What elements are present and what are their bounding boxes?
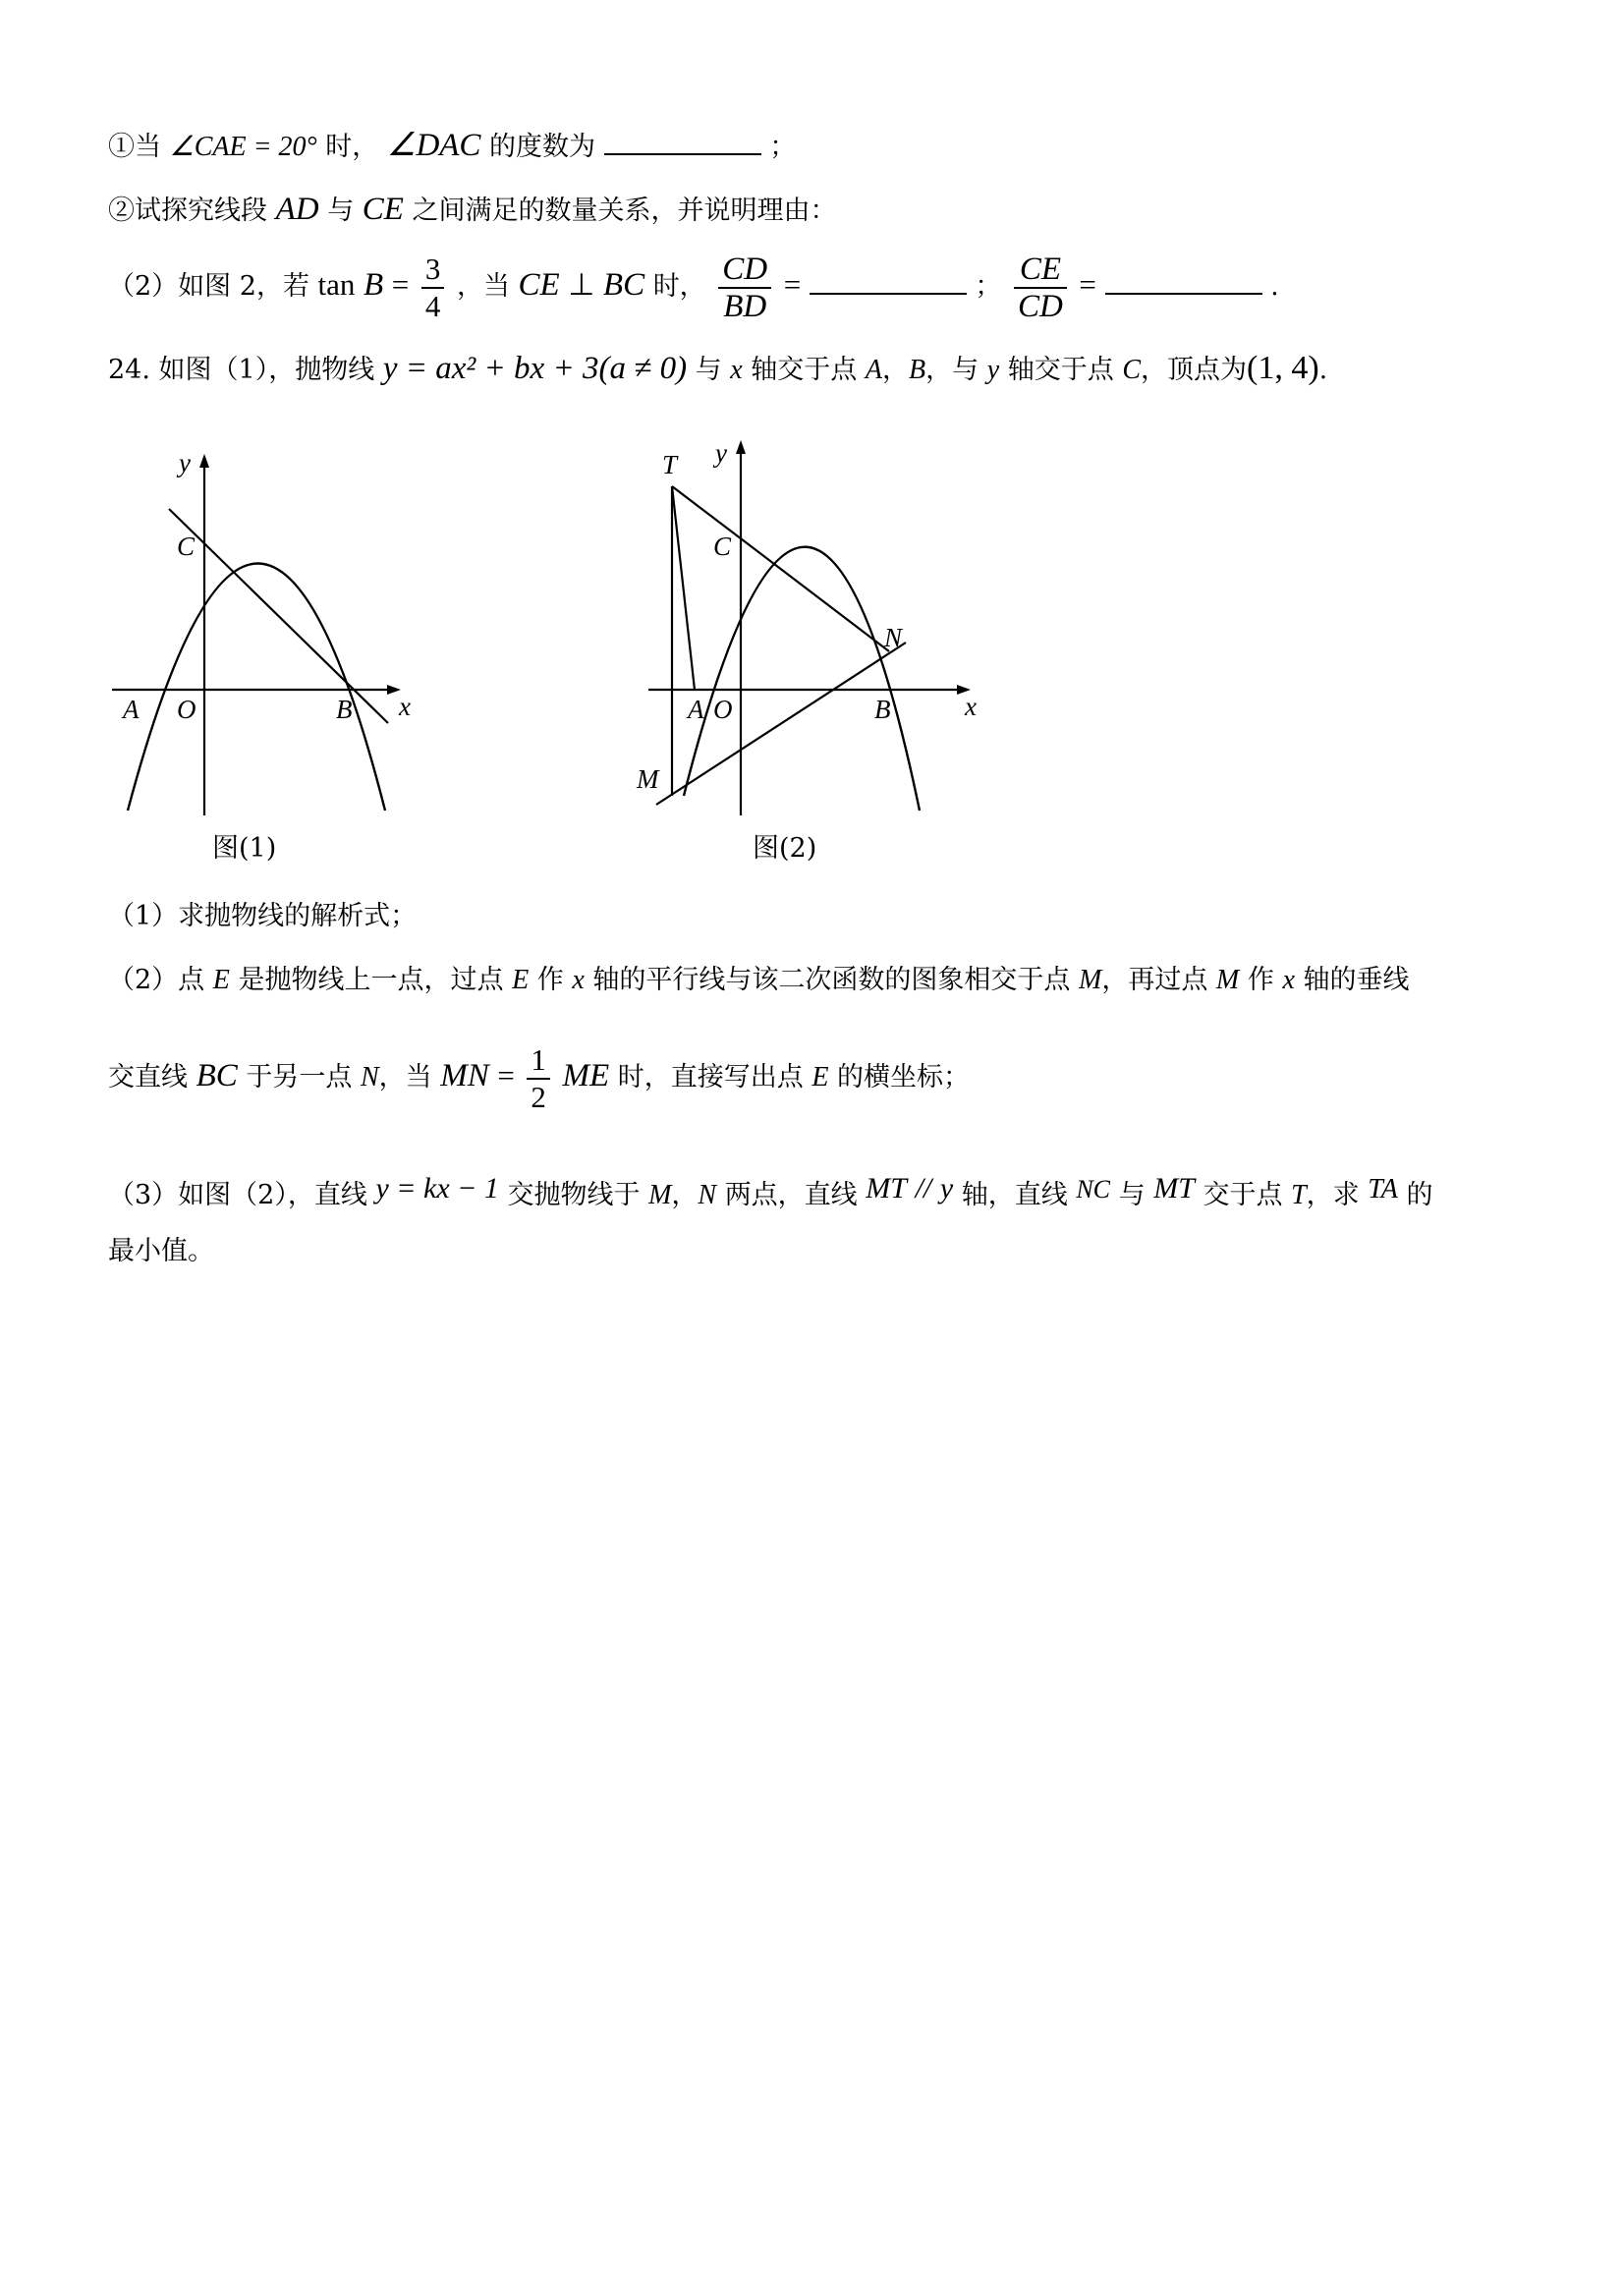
label-A: A — [688, 695, 704, 724]
denominator: 2 — [531, 1079, 546, 1114]
text: . — [1270, 271, 1279, 302]
label-O: O — [713, 695, 733, 724]
figure-1-caption: 图(1) — [212, 833, 277, 864]
text: ，当 — [378, 1062, 432, 1092]
fraction-CD-over-BD — [718, 252, 771, 324]
line-TN — [672, 486, 889, 651]
sub-question-2-line-1 — [108, 961, 1409, 1000]
problem-24-statement — [108, 349, 1327, 390]
point-N: N — [360, 1062, 379, 1092]
text: ②试探究线段 — [108, 196, 267, 226]
label-y: y — [715, 438, 727, 468]
label-B: B — [336, 695, 353, 724]
line-equation: y = kx − 1 — [375, 1172, 499, 1204]
point-A: A — [865, 355, 882, 385]
segment-AD: AD — [275, 192, 319, 227]
parabola-curve — [684, 547, 920, 811]
point-C: C — [1122, 355, 1141, 385]
question-line-3 — [108, 246, 1279, 326]
text: 之间满足的数量关系，并说明理由： — [412, 196, 837, 226]
point-T: T — [1291, 1180, 1307, 1210]
point-E: E — [512, 965, 530, 995]
text: 轴的平行线与该二次函数的图象相交于点 — [592, 965, 1071, 995]
var-y: y — [939, 1172, 954, 1204]
text: 最小值。 — [108, 1236, 214, 1266]
label-A: A — [123, 695, 140, 724]
line-NC: NC — [1076, 1175, 1111, 1204]
label-B: B — [874, 695, 891, 724]
line-TA — [672, 486, 695, 690]
point-B: B — [908, 355, 926, 385]
label-x: x — [399, 692, 411, 721]
parallel-symbol: // — [915, 1172, 932, 1204]
problem-number: 24. — [108, 355, 150, 385]
angle-expression: ∠DAC — [386, 128, 481, 163]
fraction-one-half — [527, 1042, 550, 1115]
text: 时， — [325, 132, 379, 162]
var-y: y — [986, 355, 1000, 385]
line-BC — [169, 509, 388, 723]
text: （3）如图（2），直线 — [108, 1180, 367, 1210]
point-M: M — [648, 1180, 672, 1210]
fraction-three-quarters — [421, 252, 445, 324]
numerator: 3 — [421, 252, 445, 289]
text: 轴交于点 — [1007, 355, 1114, 385]
text: 交直线 — [108, 1062, 188, 1092]
text: 轴的垂线 — [1303, 965, 1410, 995]
text: 于另一点 — [246, 1062, 353, 1092]
sub-question-1 — [108, 897, 417, 936]
text: 作 — [1247, 965, 1274, 995]
text: 作 — [536, 965, 564, 995]
text: 的度数为 — [489, 132, 596, 162]
label-C: C — [713, 532, 732, 561]
text: ，求 — [1306, 1180, 1360, 1210]
text: 与 — [695, 355, 722, 385]
point-E: E — [812, 1062, 829, 1092]
text: ； — [769, 132, 797, 162]
label-O: O — [177, 695, 196, 724]
text: ， — [881, 355, 909, 385]
text: 两点，直线 — [724, 1180, 858, 1210]
line-BC: BC — [196, 1058, 238, 1093]
var-x: x — [572, 965, 585, 995]
text: 交抛物线于 — [507, 1180, 641, 1210]
answer-blank — [1105, 267, 1262, 295]
text: 与 — [1118, 1180, 1146, 1210]
angle-B: B — [364, 267, 384, 303]
segment-TA: TA — [1368, 1174, 1398, 1204]
text: ，再过点 — [1101, 965, 1208, 995]
vertex-coordinates: (1, 4) — [1247, 350, 1319, 386]
equals-sign: = — [1079, 267, 1096, 302]
point-M: M — [1215, 965, 1240, 995]
line-MT: MT — [1153, 1172, 1195, 1204]
parabola-curve — [128, 564, 385, 812]
y-axis-arrow — [736, 440, 746, 454]
equals-sign: = — [391, 267, 410, 302]
label-M: M — [637, 764, 659, 794]
answer-blank — [810, 267, 967, 295]
sub-question-2-line-2 — [108, 1036, 970, 1117]
question-line-2 — [108, 190, 837, 231]
parabola-equation: y = ax² + bx + 3(a ≠ 0) — [382, 351, 688, 386]
figure-1 — [98, 432, 432, 874]
equals-sign: = — [497, 1058, 515, 1092]
numerator: CE — [1014, 252, 1067, 289]
text: ， — [671, 1180, 699, 1210]
tan-function: tan — [317, 267, 356, 302]
figure-2-caption: 图(2) — [753, 833, 817, 864]
y-axis-arrow — [199, 454, 209, 468]
text: （1）求抛物线的解析式； — [108, 901, 418, 931]
text: ，与 — [925, 355, 979, 385]
denominator: CD — [1017, 288, 1063, 324]
sub-question-3-line-1 — [108, 1169, 1432, 1215]
text: 是抛物线上一点，过点 — [238, 965, 504, 995]
text: 的 — [1406, 1180, 1433, 1210]
segment-CE: CE — [518, 267, 560, 303]
text: 的横坐标； — [837, 1062, 971, 1092]
answer-blank — [604, 128, 761, 155]
var-x: x — [1282, 965, 1295, 995]
question-line-1 — [108, 126, 796, 167]
point-M: M — [1079, 965, 1102, 995]
figure-2 — [629, 422, 982, 874]
segment-BC: BC — [602, 267, 645, 303]
line-MT: MT — [866, 1172, 907, 1204]
text: 如图（1），抛物线 — [158, 355, 375, 385]
point-E: E — [212, 965, 230, 995]
text: ，顶点为 — [1141, 355, 1247, 385]
text: ①当 — [108, 132, 161, 162]
point-N: N — [698, 1180, 717, 1210]
angle-expression: ∠CAE = 20° — [169, 132, 317, 162]
text: . — [1318, 355, 1328, 385]
var-x: x — [730, 355, 743, 385]
segment-MN: MN — [440, 1058, 489, 1093]
text: （2）如图 2，若 — [108, 271, 309, 302]
label-y: y — [179, 448, 191, 477]
label-C: C — [177, 532, 196, 561]
fraction-CE-over-CD — [1014, 252, 1067, 324]
text: 轴，直线 — [961, 1180, 1068, 1210]
text: ； — [975, 271, 1002, 302]
label-T: T — [662, 450, 678, 479]
denominator: BD — [723, 288, 767, 324]
perpendicular-symbol: ⊥ — [568, 267, 595, 302]
text: 与 — [327, 196, 355, 226]
denominator: 4 — [424, 288, 441, 323]
text: 时， — [652, 271, 706, 302]
text: 时，直接写出点 — [617, 1062, 804, 1092]
equals-sign: = — [783, 267, 802, 302]
text: （2）点 — [108, 965, 205, 995]
sub-question-3-line-2 — [108, 1232, 214, 1271]
label-x: x — [965, 692, 977, 721]
text: 轴交于点 — [751, 355, 858, 385]
numerator: CD — [718, 252, 771, 289]
label-N: N — [884, 623, 903, 652]
text: 交于点 — [1203, 1180, 1283, 1210]
segment-CE: CE — [362, 192, 404, 227]
text: ，当 — [456, 271, 510, 302]
numerator: 1 — [527, 1042, 550, 1080]
segment-ME: ME — [562, 1058, 610, 1093]
